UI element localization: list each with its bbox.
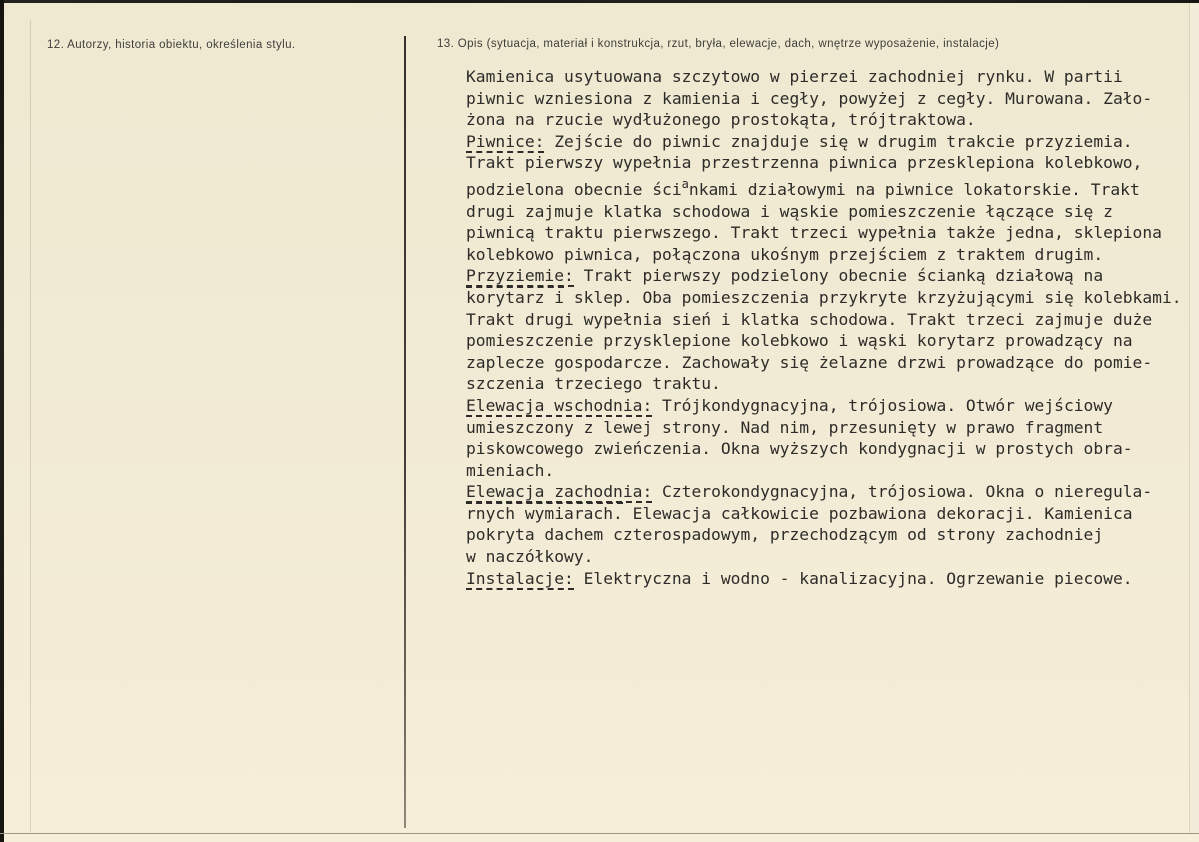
description-line: zaplecze gospodarcze. Zachowały się żelazne drzwi prowadzące do pomie-: [466, 352, 1153, 372]
field-12-label: 12. Autorzy, historia obiektu, określenia stylu.: [47, 39, 296, 51]
dash-marked-text: rnych wymiarach.: [466, 503, 623, 523]
description-line: umieszczony z lewej strony. Nad nim, przesunięty w prawo fragment: [466, 417, 1104, 437]
description-line: szczenia trzeciego traktu.: [466, 374, 721, 394]
description-line: Instalacje: Elektryczna i wodno - kanalizacyjna. Ogrzewanie piecowe.: [466, 568, 1133, 588]
section-heading: Przyziemie:: [466, 266, 574, 286]
description-text: [466, 66, 1196, 589]
description-line: Piwnice: Zejście do piwnic znajduje się w drugim trakcie przyziemia.: [466, 131, 1133, 151]
section-heading: Instalacje:: [466, 568, 574, 588]
section-heading: Elewacja wschodnia:: [466, 395, 653, 415]
description-line: pomieszczenie przysklepione kolebkowo i wąski korytarz prowadzący na: [466, 331, 1133, 351]
description-line: Trakt drugi wypełnia sień i klatka schodowa. Trakt trzeci zajmuje duże: [466, 309, 1153, 329]
field-13-label: 13. Opis (sytuacja, materiał i konstrukcja, rzut, bryła, elewacje, dach, wnętrze wyposażenie, instalacje): [437, 38, 1000, 50]
page-top-edge: [0, 0, 1199, 3]
description-line: w naczółkowy.: [466, 547, 594, 567]
typed-correction: a: [681, 176, 689, 191]
dash-marked-text: korytarz i: [466, 287, 565, 307]
column-divider-line: [404, 36, 406, 828]
description-line: podzielona obecnie ści$^a$nkami działowymi na piwnice lokatorskie. Trakt: [466, 176, 1140, 199]
section-heading: Piwnice:: [466, 131, 545, 151]
page-bottom-edge: [0, 833, 1199, 842]
description-line: korytarz i sklep. Oba pomieszczenia przykryte krzyżującymi się kolebkami.: [466, 287, 1182, 307]
description-line: Elewacja zachodnia: Czterokondygnacyjna, trójosiowa. Okna o nieregula-: [466, 482, 1153, 502]
description-line: drugi zajmuje klatka schodowa i wąskie pomieszczenie łączące się z: [466, 201, 1113, 221]
description-line: piwnicą traktu pierwszego. Trakt trzeci wypełnia także jedna, sklepiona: [466, 223, 1162, 243]
description-line: kolebkowo piwnica, połączona ukośnym przejściem z traktem drugim.: [466, 244, 1104, 264]
description-line: żona na rzucie wydłużonego prostokąta, trójtraktowa.: [466, 110, 976, 130]
description-line: pokryta dachem czterospadowym, przechodzącym od strony zachodniej: [466, 525, 1104, 545]
section-heading: Elewacja zachodnia:: [466, 482, 653, 502]
page-left-edge: [0, 0, 4, 842]
paper-crease: [30, 20, 31, 832]
description-line: Przyziemie: Trakt pierwszy podzielony obecnie ścianką działową na: [466, 266, 1104, 286]
description-line: mieniach.: [466, 460, 555, 480]
description-line: Kamienica usytuowana szczytowo w pierzei zachodniej rynku. W partii: [466, 67, 1123, 86]
description-line: rnych wymiarach. Elewacja całkowicie pozbawiona dekoracji. Kamienica: [466, 503, 1133, 523]
description-line: piwnic wzniesiona z kamienia i cegły, powyżej z cegły. Murowana. Zało-: [466, 88, 1153, 108]
description-line: Elewacja wschodnia: Trójkondygnacyjna, trójosiowa. Otwór wejściowy: [466, 395, 1113, 415]
description-line: Trakt pierwszy wypełnia przestrzenna piwnica przesklepiona kolebkowo,: [466, 153, 1143, 173]
description-line: piskowcowego zwieńczenia. Okna wyższych kondygnacji w prostych obra-: [466, 439, 1133, 459]
